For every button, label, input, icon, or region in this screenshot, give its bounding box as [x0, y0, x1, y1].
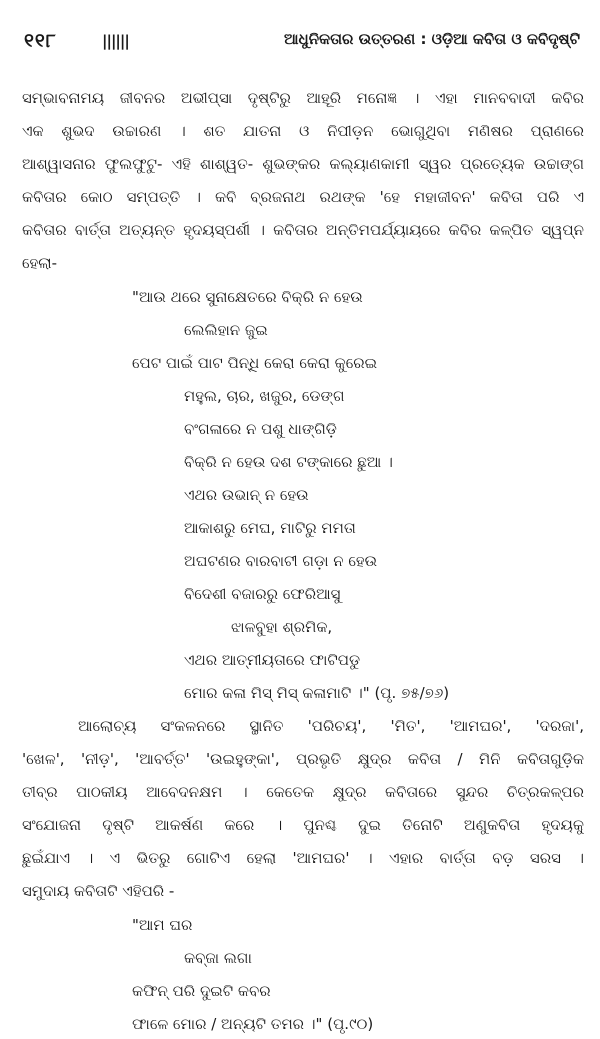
paragraph-line: ସଂଯୋଜନା ଦୃଷ୍ଟି ଆକର୍ଷଣ କରେ । ପୁନଶ୍ଚ ଦୁଇ ତିନୋଟି ଅଣୁକବିତା ହୃଦୟକୁ [22, 816, 584, 834]
paragraph-line: ତୀବ୍ର ପାଠକୀୟ ଆବେଦନକ୍ଷମ । କେତେକ କ୍ଷୁଦ୍ର କବିତାରେ ସୁନ୍ଦର ଚିତ୍ରକଳ୍ପର [22, 783, 584, 801]
poem-line: ଝାଳବୁହା ଶ୍ରମିକ, [231, 618, 333, 636]
paragraph-line: ଏକ ଶୁଭଦ ଉଚ୍ଚାରଣ । ଶତ ଯାତନା ଓ ନିପୀଡ଼ନ ଭୋଗୁଥିବା ମଣିଷର ପ୍ରାଣରେ [22, 122, 584, 140]
running-title: ଆଧୁନିକତାର ଉତ୍ତରଣ : ଓଡ଼ିଆ କବିତା ଓ କବିଦୃଷ୍ଟି [284, 30, 580, 48]
poem-line: କଫିନ୍ ପରି ଦୁଇଟି କବର [132, 982, 271, 1000]
paragraph-line: ଆଲୋଚ୍ୟ ସଂକଳନରେ ସ୍ଥାନିତ 'ପରିଚୟ', 'ମିତ', 'ଆମଘର', 'ଦରଜା', [78, 717, 584, 735]
page-header [24, 30, 580, 60]
poem-line: ଏଥର ଆତ୍ମୀୟତାରେ ଫାଟିପଡୁ [184, 651, 361, 669]
poem-line: ଆକାଶରୁ ମେଘ, ମାଟିରୁ ମମତା [184, 519, 356, 537]
paragraph-line: ଛୁଇଁଯାଏ । ଏ ଭିତରୁ ଗୋଟିଏ ହେଲା 'ଆମଘର' । ଏହାର ବାର୍ତ୍ତା ବଡ଼ ସରସ । [22, 849, 584, 867]
paragraph-line: କବିତାର କୋଠ ସମ୍ପତ୍ତି । କବି ବ୍ରଜନାଥ ରଥଙ୍କ 'ହେ ମହାଜୀବନ' କବିତା ପରି ଏ [22, 188, 584, 206]
poem-line: ପେଟ ପାଇଁ ପାଟ ପିନ୍ଧି କେରା କେରା କୁରେଇ [132, 354, 378, 372]
poem-line: ଏଥର ଉଭାନ୍ ନ ହେଉ [184, 486, 309, 504]
poem-line: ବଂଗଳାରେ ନ ପଶୁ ଧାଙ୍ଗିଡ଼ି [184, 420, 337, 438]
poem-line: ଅଘଟଣର ବାରବାଟୀ ଗଡ଼ା ନ ହେଉ [184, 552, 378, 570]
paragraph-line: ସମୁଦାୟ କବିତାଟି ଏହିପରି - [22, 882, 175, 900]
page-number: ୧୧୮ [24, 30, 57, 52]
poem-line: "ଆମ ଘର [132, 916, 193, 934]
paragraph-line: ହେଲା- [22, 254, 57, 272]
poem-line: ମୋର କଳା ମିସ୍ ମିସ୍ କଳାମାଟି ।" (ପୃ. ୭୫/୭୬) [184, 684, 450, 702]
poem-line: ବିକ୍ରି ନ ହେଉ ଦଶ ଟଙ୍କାରେ ଛୁଆ । [184, 453, 393, 471]
paragraph-line: କବିତାର ବାର୍ତ୍ତା ଅତ୍ୟନ୍ତ ହୃଦୟସ୍ପର୍ଶୀ । କବିତାର ଅନ୍ତିମପର୍ଯ୍ୟାୟରେ କବିର କଳ୍ପିତ ସ୍ୱପ୍ନ [22, 221, 584, 239]
poem-line: ବିଦେଶୀ ବଜାରରୁ ଫେରିଆସୁ [184, 585, 341, 603]
paragraph-line: 'ଖେଳ', 'ନୀଡ଼', 'ଆବର୍ତ୍ତ' 'ଉଇହୁଙ୍କା', ପ୍ରଭୃତି କ୍ଷୁଦ୍ର କବିତା / ମିନି କବିତାଗୁଡ଼ିକ [22, 750, 584, 768]
paragraph-line: ସମ୍ଭାବନାମୟ ଜୀବନର ଅଭୀପ୍ସା ଦୃଷ୍ଟିରୁ ଆହୂରି ମନୋଜ୍ଞ । ଏହା ମାନବବାଦୀ କବିର [22, 89, 584, 107]
poem-line: "ଆଉ ଥରେ ସୁନାକ୍ଷେତରେ ବିକ୍ରି ନ ହେଉ [132, 288, 363, 306]
poem-line: ଲେଲିହାନ ଜୁଇ [184, 321, 268, 339]
paragraph-line: ଆଶ୍ୱାସନାର ଫୁଲଫୁଟୁ- ଏହି ଶାଶ୍ୱତ- ଶୁଭଙ୍କର କଲ୍ୟାଣକାମୀ ସ୍ୱର ପ୍ରତ୍ୟେକ ଉଚ୍ଚାଙ୍ଗ [22, 155, 584, 173]
poem-line: କବ୍ଜା ଲଗା [184, 949, 252, 967]
poem-line: ଫାଳେ ମୋର / ଅନ୍ୟଟି ତମର ।" (ପୃ.୯୦) [132, 1015, 374, 1033]
poem-line: ମହୁଲ, ଚାର, ଖଜୁର, ଡେଙ୍ଗ [184, 387, 345, 405]
header-ornament: |||||| [102, 32, 129, 50]
